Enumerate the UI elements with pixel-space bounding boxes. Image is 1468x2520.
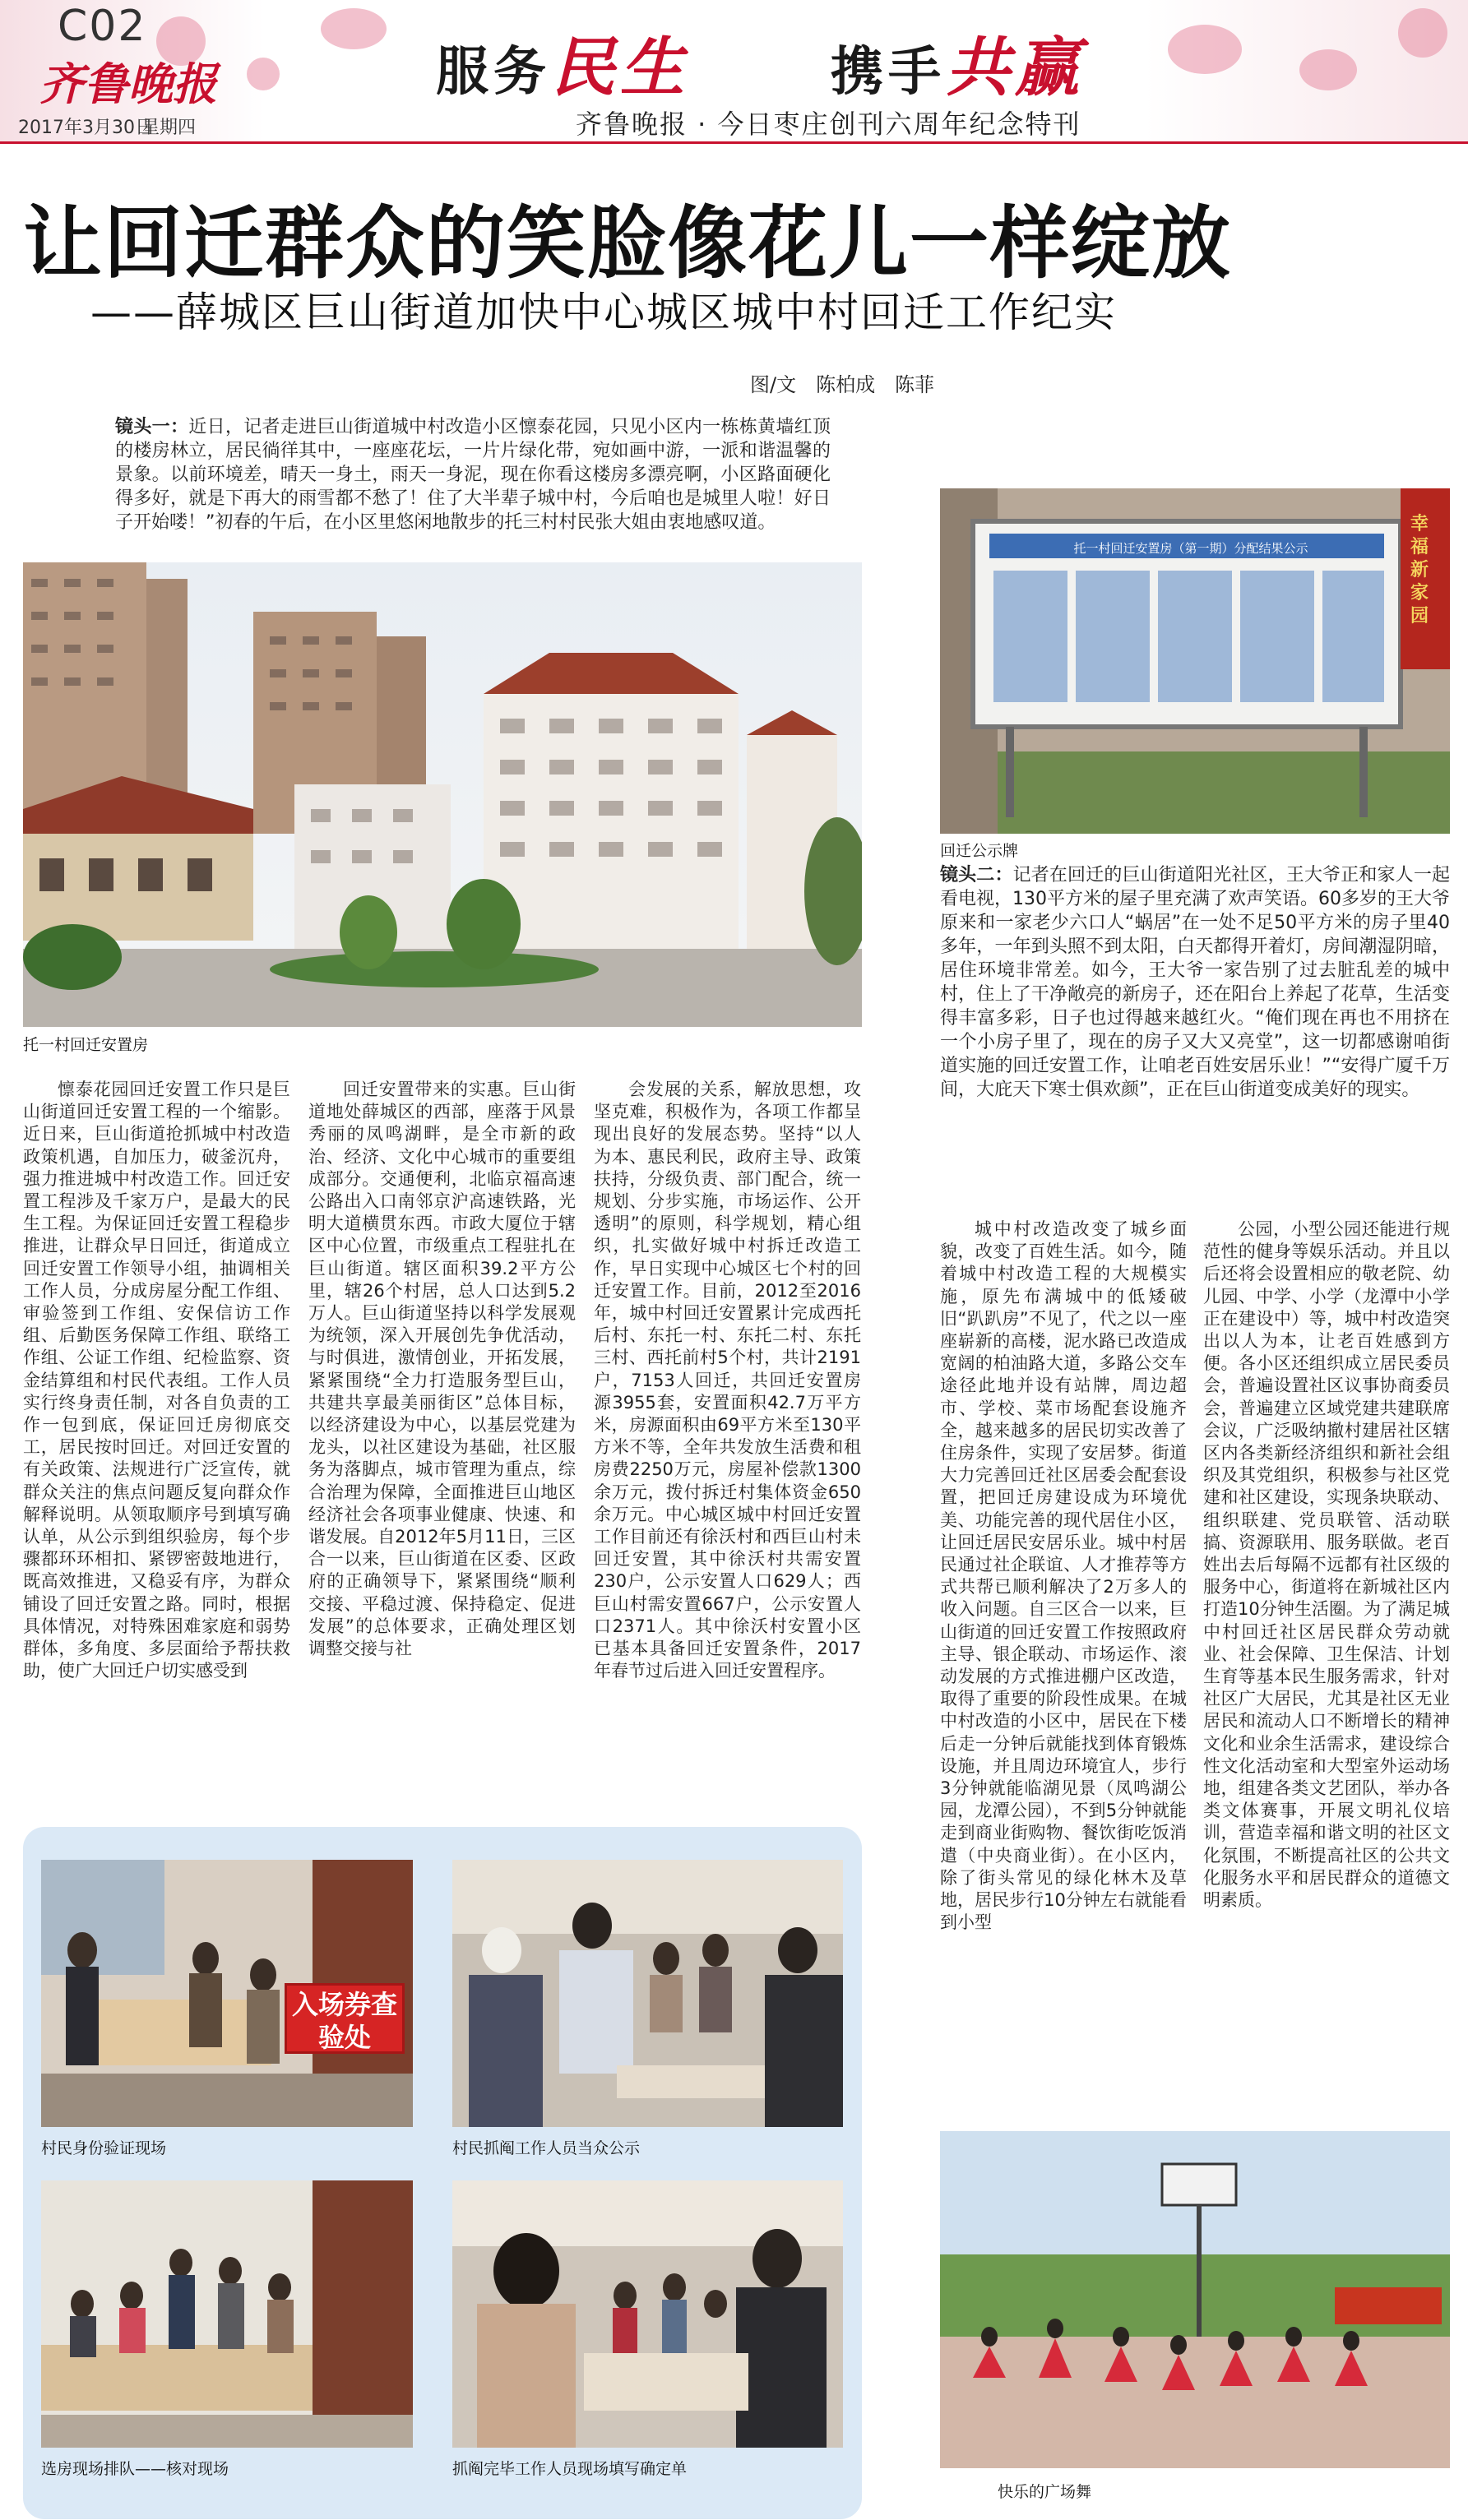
slogan-text: 携手	[831, 42, 946, 103]
photo-caption: 回迁公示牌	[940, 842, 1019, 860]
lead-paragraph-2	[940, 863, 1450, 1102]
notice-board-title: 托一村回迁安置房（第一期）分配结果公示	[1073, 541, 1308, 556]
lead-label: 镜头二：	[940, 865, 1013, 885]
photo-lottery-publicity	[452, 1860, 843, 2127]
slogan-accent-text: 共赢	[946, 30, 1085, 105]
photo-caption: 村民抓阄工作人员当众公示	[452, 2139, 641, 2157]
slogan-win-win	[831, 16, 1084, 109]
photo-square-dance	[940, 2131, 1450, 2468]
photo-caption: 抓阄完毕工作人员现场填写确定单	[452, 2460, 688, 2478]
entry-ticket-sign	[285, 1983, 405, 2054]
special-issue-label: 齐鲁晚报 · 今日枣庄创刊六周年纪念特刊	[576, 109, 1081, 140]
body-column-3: 会发展的关系，解放思想，攻坚克难，积极作为，各项工作都呈现出良好的发展态势。坚持“以人为本、惠民利民，政府主导、政策扶持，分级负责、部门配合，统一规划、分步实施，市场运作、公开透明”的原则，科学规划，精心组织，扎实做好城中村拆迁改造工作，早日实现中心城区七个村的回迁安置工作。目前，2012至2016年，城中村回迁安置累计完成西托后村、东托一村、东托二村、东托三村、西托前村5个村，共计2191户，7153人回迁，共回迁安置房源3955套，安置面积42.7万平方米，房源面积由69平方米至130平方米不等，全年共发放生活费和租房费2250万元，房屋补偿款1300余万元，拨付拆迁村集体资金650余万元。中心城区城中村回迁安置工作目前还有徐沃村和西巨山村未回迁安置，其中徐沃村共需安置230户，公示安置人口629人；西巨山村需安置667户，公示安置人口2371人。其中徐沃村安置小区已基本具备回迁安置条件，2017年春节过后进入回迁安置程序。	[594, 1080, 861, 1681]
article-byline: 图/文 陈柏成 陈菲	[750, 373, 935, 396]
photo-identity-check	[41, 1860, 413, 2127]
blossom-decoration	[1168, 25, 1242, 74]
lead-text: 近日，记者走进巨山街道城中村改造小区懔泰花园，只见小区内一栋栋黄墙红顶的楼房林立，居民徜徉其中，一座座花坛，一片片绿化带，宛如画中游，一派和谐温馨的景象。以前环境差，晴天一身土，雨天一身泥，现在你看这楼房多漂亮啊，小区路面硬化得多好，就是下再大的雨雪都不愁了！住了大半辈子城中村，今后咱也是城里人啦！好日子开始喽！”初春的午后，在小区里悠闲地散步的托三村村民张大姐由衷地感叹道。	[115, 417, 831, 533]
photo-caption: 托一村回迁安置房	[23, 1036, 149, 1054]
lead-text: 记者在回迁的巨山街道阳光社区，王大爷正和家人一起看电视，130平方米的屋子里充满了欢声笑语。60多岁的王大爷原来和一家老少六口人“蜗居”在一处不足50平方米的房子里40多年，一年到头照不到太阳，白天都得开着灯，房间潮湿阴暗，居住环境非常差。如今，王大爷一家告别了过去脏乱差的城中村，住上了干净敞亮的新房子，还在阳台上养起了花草，生活变得丰富多彩，日子也过得越来越红火。“俺们现在再也不用挤在一个小房子里了，现在的房子又大又亮堂”，这一切都感谢咱街道实施的回迁安置工作，让咱老百姓安居乐业！”“安得广厦千万间，大庇天下寒士俱欢颜”，正在巨山街道变成美好的现实。	[940, 865, 1450, 1100]
photo-resettlement-buildings	[23, 562, 862, 1027]
body-column-5: 公园，小型公园还能进行规范性的健身等娱乐活动。并且以后还将会设置相应的敬老院、幼儿园、中学、小学（龙潭中小学正在建设中）等，城中村改造突出以人为本，让老百姓感到方便。各小区还组织成立居民委员会，普遍设置社区议事协商委员会，普遍建立区域党建共建联席会议，广泛吸纳撤村建居社区辖区内各类新经济组织和新社会组织及其党组织，积极参与社区党建和社区建设，实现条块联动、组织联建、党员联管、活动联搞、资源联用、服务联做。老百姓出去后每隔不远都有社区级的服务中心，街道将在新城社区内打造10分钟生活圈。为了满足城中村回迁社区居民群众劳动就业、社会保障、卫生保洁、计划生育等基本民生服务需求，针对社区广大居民，尤其是社区无业居民和流动人口不断增长的精神文化和业余生活需求，建设综合性文化活动室和大型室外运动场地，组建各类文艺团队，举办各类文体赛事，开展文明礼仪培训，营造幸福和谐文明的社区文化氛围，不断提高社区的公共文化服务水平和居民群众的道德文明素质。	[1203, 1219, 1450, 1911]
photo-notice-board	[940, 488, 1450, 834]
side-banner-text: 幸福新家园	[1410, 514, 1429, 627]
photo-caption: 选房现场排队——核对现场	[41, 2460, 229, 2478]
masthead	[0, 0, 1468, 144]
lead-label: 镜头一：	[115, 417, 189, 437]
blossom-decoration	[1299, 49, 1357, 90]
paper-logo: 齐鲁晚报	[39, 58, 217, 110]
article-subheadline: ——薛城区巨山街道加快中心城区城中村回迁工作纪实	[90, 289, 1117, 336]
issue-date: 2017年3月30日	[18, 118, 153, 138]
blossom-decoration	[321, 8, 387, 49]
slogan-text: 服务	[436, 42, 551, 103]
article-headline: 让回迁群众的笑脸像花儿一样绽放	[23, 197, 1232, 289]
slogan-accent-text: 民生	[551, 30, 690, 105]
blossom-decoration	[1398, 8, 1447, 58]
issue-weekday: 星期四	[141, 118, 197, 138]
blossom-decoration	[247, 58, 280, 90]
page-number: C02	[58, 2, 147, 51]
photo-filling-forms	[452, 2180, 843, 2448]
photo-queue-verification	[41, 2180, 413, 2448]
body-column-2: 回迁安置带来的实惠。巨山街道地处薛城区的西部，座落于风景秀丽的凤鸣湖畔，是全市新的政治、经济、文化中心城市的重要组成部分。交通便利，北临京福高速公路出入口南邻京沪高速铁路，光明大道横贯东西。市政大厦位于辖区中心位置，市级重点工程驻扎在巨山街道。辖区面积39.2平方公里，辖26个村居，总人口达到5.2万人。巨山街道坚持以科学发展观为统领，深入开展创先争优活动，与时俱进，激情创业，开拓发展，紧紧围绕“全力打造服务型巨山，共建共享最美丽街区”总体目标，以经济建设为中心，以基层党建为龙头，以社区建设为基础，社区服务为落脚点，城市管理为重点，综合治理为保障，全面推进巨山地区经济社会各项事业健康、快速、和谐发展。自2012年5月11日，三区合一以来，巨山街道在区委、区政府的正确领导下，紧紧围绕“顺利交接、平稳过渡、保持稳定、促进发展”的总体要求，正确处理区划调整交接与社	[308, 1080, 576, 1659]
body-column-4: 城中村改造改变了城乡面貌，改变了百姓生活。如今，随着城中村改造工程的大规模实施，原先布满城中的低矮破旧“趴趴房”不见了，代之以一座座崭新的高楼，泥水路已改造成宽阔的柏油路大道，多路公交车途径此地并设有站牌，周边超市、学校、菜市场配套设施齐全，越来越多的居民切实改善了住房条件，实现了安居梦。街道大力完善回迁社区居委会配套设置，把回迁房建设成为环境优美、功能完善的现代居住小区，让回迁居民安居乐业。城中村居民通过社企联谊、人才推荐等方式共帮已顺利解决了2万多人的收入问题。自三区合一以来，巨山街道的回迁安置工作按照政府主导、银企联动、市场运作、滚动发展的方式推进棚户区改造，取得了重要的阶段性成果。在城中村改造的小区中，居民在下楼后走一分钟后就能找到体育锻炼设施，并且周边环境宜人，步行3分钟就能临湖见景（凤鸣湖公园，龙潭公园），不到5分钟就能走到商业街购物、餐饮街吃饭消遣（中央商业街）。在小区内，除了街头常见的绿化林木及草地，居民步行10分钟左右就能看到小型	[940, 1219, 1187, 1933]
slogan-serve-people	[436, 16, 689, 109]
lead-paragraph-1	[115, 415, 831, 534]
entry-ticket-sign-text: 入场券查验处	[291, 1989, 397, 2053]
photo-caption: 快乐的广场舞	[998, 2483, 1092, 2501]
photo-caption: 村民身份验证现场	[41, 2139, 167, 2157]
body-column-1: 懔泰花园回迁安置工作只是巨山街道回迁安置工程的一个缩影。近日来，巨山街道抢抓城中村改造政策机遇，自加压力，破釜沉舟，强力推进城中村改造工作。回迁安置工程涉及千家万户，是最大的民生工程。为保证回迁安置工程稳步推进，让群众早日回迁，街道成立回迁安置工作领导小组，抽调相关工作人员，分成房屋分配工作组、审验签到工作组、安保信访工作组、后勤医务保障工作组、联络工作组、公证工作组、纪检监察、资金结算组和村民代表组。工作人员实行终身责任制，对各自负责的工作一包到底，保证回迁房彻底交工，居民按时回迁。对回迁安置的有关政策、法规进行广泛宣传，就群众关注的焦点问题反复向群众作解释说明。从领取顺序号到填写确认单，从公示到组织验房，每个步骤都环环相扣、紧锣密鼓地进行，既高效推进，又稳妥有序，为群众铺设了回迁安置之路。同时，根据具体情况，对特殊困难家庭和弱势群体，多角度、多层面给予帮扶救助，使广大回迁户切实感受到	[23, 1080, 290, 1681]
